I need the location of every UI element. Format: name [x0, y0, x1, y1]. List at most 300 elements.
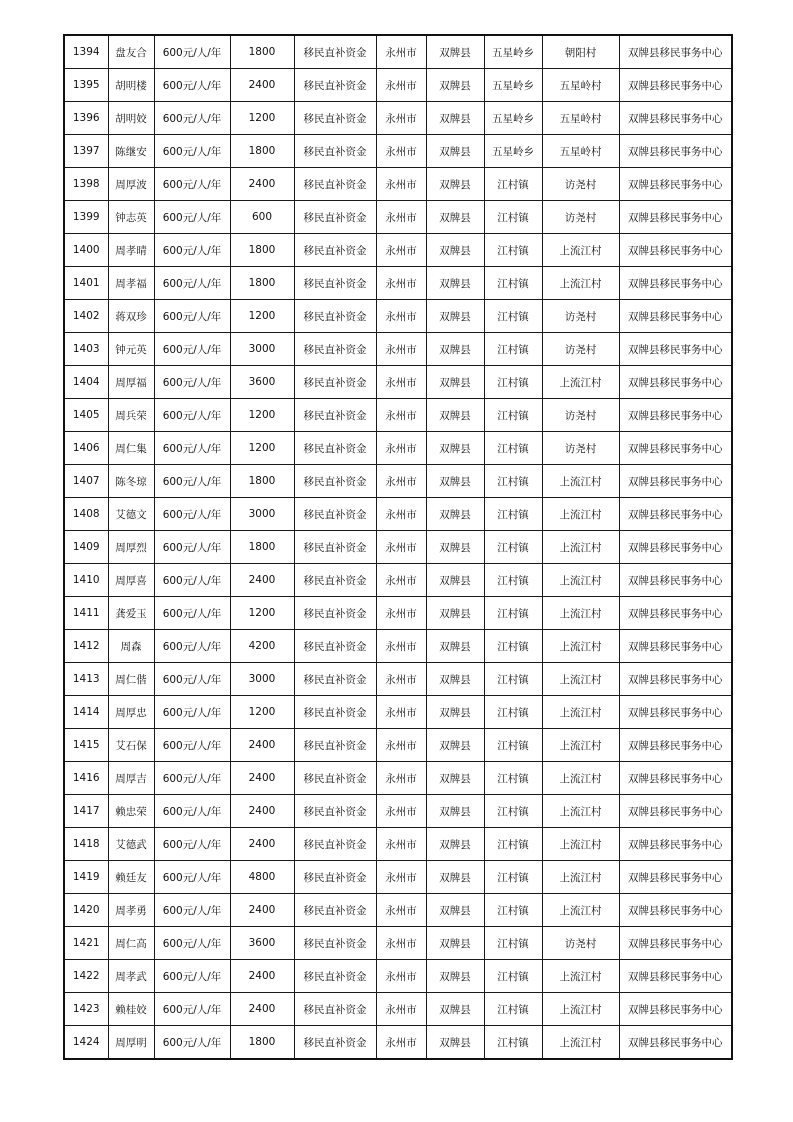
row-number-cell: 1405 — [64, 399, 108, 432]
row-number-cell: 1395 — [64, 69, 108, 102]
row-number-cell: 1402 — [64, 300, 108, 333]
row-number-cell: 1420 — [64, 894, 108, 927]
amount-cell: 1200 — [230, 399, 294, 432]
row-number-cell: 1410 — [64, 564, 108, 597]
village-cell: 访尧村 — [542, 432, 619, 465]
table-row — [64, 729, 732, 762]
town-cell: 江村镇 — [484, 498, 542, 531]
county-cell: 双牌县 — [426, 498, 484, 531]
table-row — [64, 663, 732, 696]
standard-cell: 600元/人/年 — [154, 762, 230, 795]
standard-cell: 600元/人/年 — [154, 1026, 230, 1060]
fund-type-cell: 移民直补资金 — [294, 894, 376, 927]
row-number-cell: 1399 — [64, 201, 108, 234]
table-row — [64, 861, 732, 894]
village-cell: 访尧村 — [542, 399, 619, 432]
county-cell: 双牌县 — [426, 894, 484, 927]
city-cell: 永州市 — [376, 729, 426, 762]
agency-cell: 双牌县移民事务中心 — [619, 432, 732, 465]
standard-cell: 600元/人/年 — [154, 927, 230, 960]
county-cell: 双牌县 — [426, 861, 484, 894]
name-cell: 周厚明 — [108, 1026, 154, 1060]
village-cell: 上流江村 — [542, 234, 619, 267]
row-number-cell: 1403 — [64, 333, 108, 366]
amount-cell: 2400 — [230, 960, 294, 993]
city-cell: 永州市 — [376, 531, 426, 564]
town-cell: 江村镇 — [484, 168, 542, 201]
town-cell: 江村镇 — [484, 960, 542, 993]
town-cell: 五星岭乡 — [484, 35, 542, 69]
row-number-cell: 1422 — [64, 960, 108, 993]
county-cell: 双牌县 — [426, 333, 484, 366]
city-cell: 永州市 — [376, 267, 426, 300]
fund-type-cell: 移民直补资金 — [294, 465, 376, 498]
agency-cell: 双牌县移民事务中心 — [619, 960, 732, 993]
table-row — [64, 960, 732, 993]
row-number-cell: 1413 — [64, 663, 108, 696]
city-cell: 永州市 — [376, 201, 426, 234]
row-number-cell: 1419 — [64, 861, 108, 894]
standard-cell: 600元/人/年 — [154, 168, 230, 201]
row-number-cell: 1412 — [64, 630, 108, 663]
amount-cell: 1800 — [230, 267, 294, 300]
county-cell: 双牌县 — [426, 201, 484, 234]
standard-cell: 600元/人/年 — [154, 564, 230, 597]
amount-cell: 600 — [230, 201, 294, 234]
fund-type-cell: 移民直补资金 — [294, 35, 376, 69]
table-row — [64, 135, 732, 168]
name-cell: 周厚忠 — [108, 696, 154, 729]
standard-cell: 600元/人/年 — [154, 35, 230, 69]
table-row — [64, 993, 732, 1026]
village-cell: 访尧村 — [542, 300, 619, 333]
amount-cell: 1800 — [230, 531, 294, 564]
agency-cell: 双牌县移民事务中心 — [619, 399, 732, 432]
fund-type-cell: 移民直补资金 — [294, 1026, 376, 1060]
standard-cell: 600元/人/年 — [154, 300, 230, 333]
name-cell: 胡明姣 — [108, 102, 154, 135]
city-cell: 永州市 — [376, 102, 426, 135]
fund-type-cell: 移民直补资金 — [294, 993, 376, 1026]
county-cell: 双牌县 — [426, 432, 484, 465]
county-cell: 双牌县 — [426, 465, 484, 498]
county-cell: 双牌县 — [426, 960, 484, 993]
amount-cell: 2400 — [230, 795, 294, 828]
name-cell: 钟元英 — [108, 333, 154, 366]
county-cell: 双牌县 — [426, 366, 484, 399]
city-cell: 永州市 — [376, 861, 426, 894]
agency-cell: 双牌县移民事务中心 — [619, 828, 732, 861]
county-cell: 双牌县 — [426, 564, 484, 597]
town-cell: 江村镇 — [484, 795, 542, 828]
village-cell: 上流江村 — [542, 828, 619, 861]
name-cell: 周孝福 — [108, 267, 154, 300]
city-cell: 永州市 — [376, 696, 426, 729]
county-cell: 双牌县 — [426, 135, 484, 168]
town-cell: 江村镇 — [484, 663, 542, 696]
fund-type-cell: 移民直补资金 — [294, 201, 376, 234]
name-cell: 周兵荣 — [108, 399, 154, 432]
agency-cell: 双牌县移民事务中心 — [619, 465, 732, 498]
village-cell: 上流江村 — [542, 1026, 619, 1060]
table-row — [64, 366, 732, 399]
agency-cell: 双牌县移民事务中心 — [619, 366, 732, 399]
agency-cell: 双牌县移民事务中心 — [619, 630, 732, 663]
agency-cell: 双牌县移民事务中心 — [619, 234, 732, 267]
village-cell: 五星岭村 — [542, 135, 619, 168]
name-cell: 艾德武 — [108, 828, 154, 861]
table-body — [64, 35, 732, 1059]
fund-type-cell: 移民直补资金 — [294, 663, 376, 696]
town-cell: 江村镇 — [484, 366, 542, 399]
table-row — [64, 267, 732, 300]
city-cell: 永州市 — [376, 498, 426, 531]
amount-cell: 1200 — [230, 597, 294, 630]
standard-cell: 600元/人/年 — [154, 267, 230, 300]
town-cell: 江村镇 — [484, 597, 542, 630]
town-cell: 江村镇 — [484, 828, 542, 861]
town-cell: 江村镇 — [484, 432, 542, 465]
fund-type-cell: 移民直补资金 — [294, 135, 376, 168]
name-cell: 周仁高 — [108, 927, 154, 960]
fund-type-cell: 移民直补资金 — [294, 828, 376, 861]
name-cell: 赖忠荣 — [108, 795, 154, 828]
city-cell: 永州市 — [376, 762, 426, 795]
fund-type-cell: 移民直补资金 — [294, 399, 376, 432]
agency-cell: 双牌县移民事务中心 — [619, 333, 732, 366]
fund-type-cell: 移民直补资金 — [294, 795, 376, 828]
fund-type-cell: 移民直补资金 — [294, 498, 376, 531]
row-number-cell: 1416 — [64, 762, 108, 795]
amount-cell: 4200 — [230, 630, 294, 663]
agency-cell: 双牌县移民事务中心 — [619, 531, 732, 564]
fund-type-cell: 移民直补资金 — [294, 696, 376, 729]
agency-cell: 双牌县移民事务中心 — [619, 729, 732, 762]
amount-cell: 1200 — [230, 432, 294, 465]
row-number-cell: 1394 — [64, 35, 108, 69]
fund-type-cell: 移民直补资金 — [294, 960, 376, 993]
fund-type-cell: 移民直补资金 — [294, 597, 376, 630]
subsidy-table — [63, 34, 733, 1060]
row-number-cell: 1411 — [64, 597, 108, 630]
row-number-cell: 1406 — [64, 432, 108, 465]
village-cell: 上流江村 — [542, 564, 619, 597]
table-row — [64, 1026, 732, 1060]
name-cell: 周孝勇 — [108, 894, 154, 927]
row-number-cell: 1396 — [64, 102, 108, 135]
agency-cell: 双牌县移民事务中心 — [619, 597, 732, 630]
village-cell: 上流江村 — [542, 498, 619, 531]
town-cell: 江村镇 — [484, 267, 542, 300]
county-cell: 双牌县 — [426, 168, 484, 201]
row-number-cell: 1398 — [64, 168, 108, 201]
table-row — [64, 465, 732, 498]
amount-cell: 2400 — [230, 993, 294, 1026]
village-cell: 上流江村 — [542, 861, 619, 894]
table-row — [64, 234, 732, 267]
agency-cell: 双牌县移民事务中心 — [619, 894, 732, 927]
city-cell: 永州市 — [376, 333, 426, 366]
table-row — [64, 300, 732, 333]
amount-cell: 1200 — [230, 696, 294, 729]
name-cell: 赖廷友 — [108, 861, 154, 894]
village-cell: 上流江村 — [542, 762, 619, 795]
town-cell: 五星岭乡 — [484, 69, 542, 102]
village-cell: 上流江村 — [542, 696, 619, 729]
village-cell: 五星岭村 — [542, 102, 619, 135]
table-row — [64, 564, 732, 597]
county-cell: 双牌县 — [426, 102, 484, 135]
county-cell: 双牌县 — [426, 531, 484, 564]
fund-type-cell: 移民直补资金 — [294, 762, 376, 795]
city-cell: 永州市 — [376, 168, 426, 201]
fund-type-cell: 移民直补资金 — [294, 333, 376, 366]
name-cell: 艾德文 — [108, 498, 154, 531]
name-cell: 周厚喜 — [108, 564, 154, 597]
town-cell: 江村镇 — [484, 531, 542, 564]
agency-cell: 双牌县移民事务中心 — [619, 993, 732, 1026]
county-cell: 双牌县 — [426, 795, 484, 828]
table-row — [64, 630, 732, 663]
city-cell: 永州市 — [376, 993, 426, 1026]
village-cell: 五星岭村 — [542, 69, 619, 102]
table-row — [64, 432, 732, 465]
row-number-cell: 1400 — [64, 234, 108, 267]
agency-cell: 双牌县移民事务中心 — [619, 795, 732, 828]
amount-cell: 2400 — [230, 729, 294, 762]
county-cell: 双牌县 — [426, 630, 484, 663]
amount-cell: 3000 — [230, 498, 294, 531]
agency-cell: 双牌县移民事务中心 — [619, 69, 732, 102]
agency-cell: 双牌县移民事务中心 — [619, 1026, 732, 1060]
town-cell: 江村镇 — [484, 333, 542, 366]
county-cell: 双牌县 — [426, 696, 484, 729]
table-row — [64, 894, 732, 927]
fund-type-cell: 移民直补资金 — [294, 267, 376, 300]
name-cell: 钟志英 — [108, 201, 154, 234]
city-cell: 永州市 — [376, 927, 426, 960]
row-number-cell: 1423 — [64, 993, 108, 1026]
row-number-cell: 1414 — [64, 696, 108, 729]
village-cell: 上流江村 — [542, 630, 619, 663]
village-cell: 访尧村 — [542, 927, 619, 960]
row-number-cell: 1424 — [64, 1026, 108, 1060]
fund-type-cell: 移民直补资金 — [294, 366, 376, 399]
table-row — [64, 927, 732, 960]
name-cell: 蒋双珍 — [108, 300, 154, 333]
agency-cell: 双牌县移民事务中心 — [619, 168, 732, 201]
standard-cell: 600元/人/年 — [154, 828, 230, 861]
agency-cell: 双牌县移民事务中心 — [619, 300, 732, 333]
city-cell: 永州市 — [376, 663, 426, 696]
fund-type-cell: 移民直补资金 — [294, 300, 376, 333]
name-cell: 周厚烈 — [108, 531, 154, 564]
amount-cell: 2400 — [230, 69, 294, 102]
standard-cell: 600元/人/年 — [154, 465, 230, 498]
city-cell: 永州市 — [376, 894, 426, 927]
town-cell: 江村镇 — [484, 696, 542, 729]
standard-cell: 600元/人/年 — [154, 333, 230, 366]
agency-cell: 双牌县移民事务中心 — [619, 663, 732, 696]
fund-type-cell: 移民直补资金 — [294, 729, 376, 762]
agency-cell: 双牌县移民事务中心 — [619, 102, 732, 135]
standard-cell: 600元/人/年 — [154, 729, 230, 762]
name-cell: 周仁集 — [108, 432, 154, 465]
row-number-cell: 1401 — [64, 267, 108, 300]
amount-cell: 3600 — [230, 927, 294, 960]
standard-cell: 600元/人/年 — [154, 993, 230, 1026]
town-cell: 江村镇 — [484, 564, 542, 597]
town-cell: 江村镇 — [484, 993, 542, 1026]
town-cell: 五星岭乡 — [484, 102, 542, 135]
village-cell: 访尧村 — [542, 333, 619, 366]
county-cell: 双牌县 — [426, 35, 484, 69]
village-cell: 上流江村 — [542, 663, 619, 696]
standard-cell: 600元/人/年 — [154, 69, 230, 102]
table-row — [64, 696, 732, 729]
town-cell: 江村镇 — [484, 762, 542, 795]
table-row — [64, 762, 732, 795]
town-cell: 江村镇 — [484, 465, 542, 498]
agency-cell: 双牌县移民事务中心 — [619, 564, 732, 597]
village-cell: 上流江村 — [542, 894, 619, 927]
town-cell: 江村镇 — [484, 861, 542, 894]
city-cell: 永州市 — [376, 597, 426, 630]
row-number-cell: 1421 — [64, 927, 108, 960]
town-cell: 江村镇 — [484, 927, 542, 960]
amount-cell: 2400 — [230, 168, 294, 201]
city-cell: 永州市 — [376, 960, 426, 993]
name-cell: 周森 — [108, 630, 154, 663]
village-cell: 朝阳村 — [542, 35, 619, 69]
county-cell: 双牌县 — [426, 399, 484, 432]
amount-cell: 4800 — [230, 861, 294, 894]
town-cell: 江村镇 — [484, 300, 542, 333]
standard-cell: 600元/人/年 — [154, 102, 230, 135]
standard-cell: 600元/人/年 — [154, 432, 230, 465]
fund-type-cell: 移民直补资金 — [294, 102, 376, 135]
town-cell: 江村镇 — [484, 399, 542, 432]
name-cell: 赖桂姣 — [108, 993, 154, 1026]
row-number-cell: 1408 — [64, 498, 108, 531]
agency-cell: 双牌县移民事务中心 — [619, 267, 732, 300]
standard-cell: 600元/人/年 — [154, 201, 230, 234]
city-cell: 永州市 — [376, 1026, 426, 1060]
village-cell: 上流江村 — [542, 531, 619, 564]
amount-cell: 1200 — [230, 300, 294, 333]
agency-cell: 双牌县移民事务中心 — [619, 861, 732, 894]
town-cell: 江村镇 — [484, 201, 542, 234]
county-cell: 双牌县 — [426, 69, 484, 102]
amount-cell: 2400 — [230, 564, 294, 597]
agency-cell: 双牌县移民事务中心 — [619, 762, 732, 795]
table-row — [64, 168, 732, 201]
standard-cell: 600元/人/年 — [154, 630, 230, 663]
fund-type-cell: 移民直补资金 — [294, 564, 376, 597]
village-cell: 上流江村 — [542, 993, 619, 1026]
county-cell: 双牌县 — [426, 663, 484, 696]
village-cell: 访尧村 — [542, 201, 619, 234]
fund-type-cell: 移民直补资金 — [294, 432, 376, 465]
standard-cell: 600元/人/年 — [154, 234, 230, 267]
city-cell: 永州市 — [376, 366, 426, 399]
agency-cell: 双牌县移民事务中心 — [619, 927, 732, 960]
standard-cell: 600元/人/年 — [154, 894, 230, 927]
city-cell: 永州市 — [376, 828, 426, 861]
city-cell: 永州市 — [376, 630, 426, 663]
name-cell: 盘友合 — [108, 35, 154, 69]
row-number-cell: 1404 — [64, 366, 108, 399]
name-cell: 周仁偕 — [108, 663, 154, 696]
town-cell: 江村镇 — [484, 234, 542, 267]
amount-cell: 1800 — [230, 135, 294, 168]
amount-cell: 1200 — [230, 102, 294, 135]
county-cell: 双牌县 — [426, 267, 484, 300]
table-row — [64, 201, 732, 234]
amount-cell: 1800 — [230, 35, 294, 69]
name-cell: 周厚吉 — [108, 762, 154, 795]
standard-cell: 600元/人/年 — [154, 696, 230, 729]
table-row — [64, 399, 732, 432]
town-cell: 五星岭乡 — [484, 135, 542, 168]
fund-type-cell: 移民直补资金 — [294, 69, 376, 102]
table-row — [64, 333, 732, 366]
standard-cell: 600元/人/年 — [154, 135, 230, 168]
row-number-cell: 1407 — [64, 465, 108, 498]
city-cell: 永州市 — [376, 564, 426, 597]
table-row — [64, 597, 732, 630]
county-cell: 双牌县 — [426, 597, 484, 630]
amount-cell: 1800 — [230, 234, 294, 267]
table-row — [64, 828, 732, 861]
city-cell: 永州市 — [376, 399, 426, 432]
amount-cell: 2400 — [230, 762, 294, 795]
amount-cell: 3000 — [230, 663, 294, 696]
town-cell: 江村镇 — [484, 1026, 542, 1060]
standard-cell: 600元/人/年 — [154, 663, 230, 696]
city-cell: 永州市 — [376, 35, 426, 69]
name-cell: 陈继安 — [108, 135, 154, 168]
name-cell: 周孝武 — [108, 960, 154, 993]
row-number-cell: 1409 — [64, 531, 108, 564]
fund-type-cell: 移民直补资金 — [294, 630, 376, 663]
county-cell: 双牌县 — [426, 234, 484, 267]
standard-cell: 600元/人/年 — [154, 531, 230, 564]
city-cell: 永州市 — [376, 135, 426, 168]
city-cell: 永州市 — [376, 234, 426, 267]
table-row — [64, 531, 732, 564]
standard-cell: 600元/人/年 — [154, 366, 230, 399]
village-cell: 上流江村 — [542, 366, 619, 399]
amount-cell: 3000 — [230, 333, 294, 366]
county-cell: 双牌县 — [426, 729, 484, 762]
town-cell: 江村镇 — [484, 630, 542, 663]
table-row — [64, 498, 732, 531]
agency-cell: 双牌县移民事务中心 — [619, 696, 732, 729]
city-cell: 永州市 — [376, 795, 426, 828]
agency-cell: 双牌县移民事务中心 — [619, 35, 732, 69]
village-cell: 上流江村 — [542, 465, 619, 498]
standard-cell: 600元/人/年 — [154, 960, 230, 993]
village-cell: 上流江村 — [542, 597, 619, 630]
amount-cell: 2400 — [230, 894, 294, 927]
town-cell: 江村镇 — [484, 894, 542, 927]
county-cell: 双牌县 — [426, 300, 484, 333]
row-number-cell: 1417 — [64, 795, 108, 828]
name-cell: 胡明楼 — [108, 69, 154, 102]
amount-cell: 1800 — [230, 465, 294, 498]
fund-type-cell: 移民直补资金 — [294, 168, 376, 201]
